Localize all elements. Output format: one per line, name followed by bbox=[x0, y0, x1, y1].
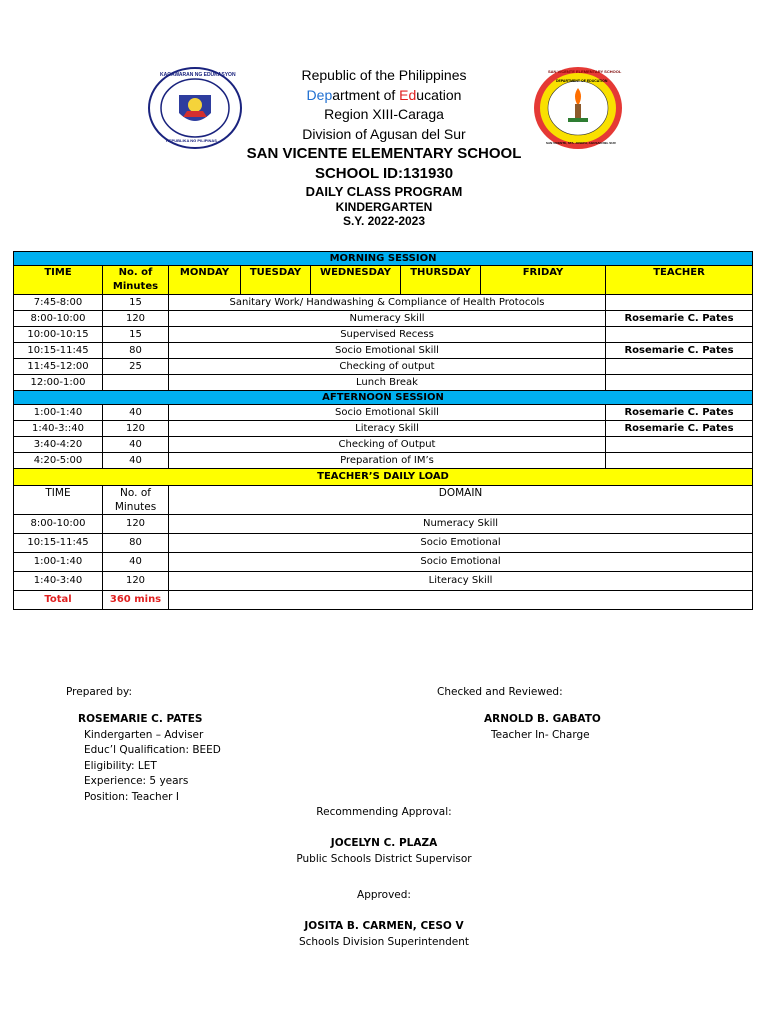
load-header-time: TIME bbox=[14, 486, 103, 515]
total-row bbox=[14, 591, 753, 610]
header-friday: FRIDAY bbox=[481, 266, 606, 295]
header-teacher: TEACHER bbox=[606, 266, 753, 295]
header-tuesday: TUESDAY bbox=[241, 266, 311, 295]
approved-details bbox=[0, 919, 768, 950]
table-header-row bbox=[14, 266, 753, 295]
load-header-minutes: No. of Minutes bbox=[103, 486, 169, 515]
prepared-by-line: Eligibility: LET bbox=[84, 759, 157, 772]
division-name: Division of Agusan del Sur bbox=[302, 125, 466, 142]
letterhead bbox=[0, 66, 768, 228]
header-monday: MONDAY bbox=[169, 266, 241, 295]
total-label: Total bbox=[14, 591, 103, 610]
table-row: 10:15-11:45 80 Socio Emotional bbox=[14, 534, 753, 553]
table-row: 8:00-10:00 120 Numeracy Skill Rosemarie C. Pates bbox=[14, 311, 753, 327]
header-wednesday: WEDNESDAY bbox=[311, 266, 401, 295]
school-seal-top-text: SAN VICENTE ELEMENTARY SCHOOL bbox=[548, 69, 622, 74]
prepared-by-line: Kindergarten – Adviser bbox=[84, 728, 204, 741]
table-row: 1:00-1:40 40 Socio Emotional bbox=[14, 553, 753, 572]
load-header-domain: DOMAIN bbox=[169, 486, 753, 515]
approved-name: JOSITA B. CARMEN, CESO V bbox=[304, 920, 464, 932]
table-row: 12:00-1:00 Lunch Break bbox=[14, 375, 753, 391]
department-name: Department of Education bbox=[306, 86, 462, 103]
afternoon-session-label: AFTERNOON SESSION bbox=[14, 391, 753, 405]
daily-load-label: TEACHER’S DAILY LOAD bbox=[14, 469, 753, 486]
afternoon-session-row bbox=[14, 391, 753, 405]
school-year: S.Y. 2022-2023 bbox=[342, 214, 426, 228]
checked-by-block bbox=[437, 685, 563, 701]
table-row: 11:45-12:00 25 Checking of output bbox=[14, 359, 753, 375]
country-name: Republic of the Philippines bbox=[301, 67, 467, 83]
recommending-block bbox=[0, 805, 768, 821]
class-program-table bbox=[13, 251, 753, 610]
prepared-by-line: Educ’l Qualification: BEED bbox=[84, 744, 221, 756]
grade-level: KINDERGARTEN bbox=[335, 200, 433, 214]
school-seal-bottom-text: SAN VICENTE, STA. JOSEFA, AGUSAN DEL SUR bbox=[546, 141, 616, 145]
table-row: 7:45-8:00 15 Sanitary Work/ Handwashing & Compliance of Health Protocols bbox=[14, 295, 753, 311]
checked-by-title: Teacher In- Charge bbox=[491, 728, 590, 741]
checked-by-label: Checked and Reviewed: bbox=[437, 686, 563, 698]
recommending-label: Recommending Approval: bbox=[316, 806, 452, 818]
approved-title: Schools Division Superintendent bbox=[298, 935, 470, 948]
recommending-name: JOCELYN C. PLAZA bbox=[330, 837, 438, 849]
prepared-by-line: Position: Teacher I bbox=[84, 790, 179, 803]
morning-session-row bbox=[14, 252, 753, 266]
program-title: DAILY CLASS PROGRAM bbox=[305, 184, 463, 199]
checked-by-name: ARNOLD B. GABATO bbox=[484, 713, 601, 725]
prepared-by-line: Experience: 5 years bbox=[84, 775, 189, 787]
header-thursday: THURSDAY bbox=[401, 266, 481, 295]
deped-seal-text: KAGAWARAN NG EDUKASYON bbox=[160, 72, 236, 78]
table-row: 10:00-10:15 15 Supervised Recess bbox=[14, 327, 753, 343]
checked-by-details bbox=[484, 712, 601, 743]
table-row: 4:20-5:00 40 Preparation of IM’s bbox=[14, 453, 753, 469]
total-value: 360 mins bbox=[103, 591, 169, 610]
prepared-by-block bbox=[66, 685, 132, 701]
morning-session-label: MORNING SESSION bbox=[14, 252, 753, 266]
header-time: TIME bbox=[14, 266, 103, 295]
prepared-by-label: Prepared by: bbox=[66, 686, 132, 698]
school-name: SAN VICENTE ELEMENTARY SCHOOL bbox=[246, 145, 522, 162]
prepared-by-name: ROSEMARIE C. PATES bbox=[78, 713, 203, 725]
load-header-row bbox=[14, 486, 753, 515]
prepared-by-details bbox=[78, 712, 221, 805]
school-id: SCHOOL ID:131930 bbox=[314, 164, 454, 182]
recommending-title: Public Schools District Supervisor bbox=[296, 852, 472, 865]
table-row: 1:40-3:40 120 Literacy Skill bbox=[14, 572, 753, 591]
daily-load-row bbox=[14, 469, 753, 486]
table-row: 1:00-1:40 40 Socio Emotional Skill Rosemarie C. Pates bbox=[14, 405, 753, 421]
deped-seal-bottom-text: REPUBLIKA NG PILIPINAS bbox=[166, 138, 217, 143]
region-name: Region XIII-Caraga bbox=[324, 106, 444, 122]
table-row: 10:15-11:45 80 Socio Emotional Skill Rosemarie C. Pates bbox=[14, 343, 753, 359]
header-minutes: No. of Minutes bbox=[103, 266, 169, 295]
school-seal-mid-text: DEPARTMENT OF EDUCATION bbox=[556, 79, 608, 83]
table-row: 8:00-10:00 120 Numeracy Skill bbox=[14, 515, 753, 534]
recommending-details bbox=[0, 836, 768, 867]
approved-label: Approved: bbox=[357, 889, 411, 901]
approved-block bbox=[0, 888, 768, 904]
table-row: 3:40-4:20 40 Checking of Output bbox=[14, 437, 753, 453]
table-row: 1:40-3::40 120 Literacy Skill Rosemarie C. Pates bbox=[14, 421, 753, 437]
